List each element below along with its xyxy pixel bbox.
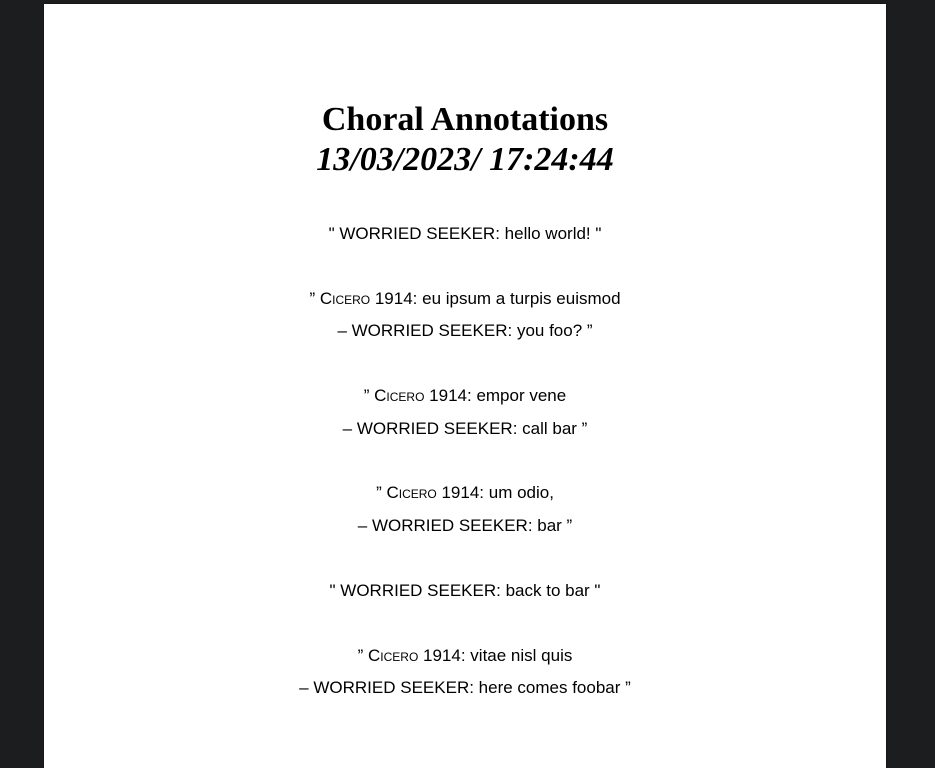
line-separator: : (527, 515, 538, 535)
speaker-name: WORRIED SEEKER (371, 515, 528, 535)
speaker-suffix: 1914 (436, 483, 480, 503)
line-text: hello world! " (504, 224, 602, 243)
annotation-line (44, 413, 886, 445)
line-separator: : (512, 418, 523, 438)
annotation-line (44, 380, 886, 412)
line-text: um odio, (488, 483, 554, 503)
line-separator: : (507, 321, 517, 341)
line-separator: : (479, 483, 489, 503)
speaker-suffix: 1914 (418, 645, 461, 665)
speaker-suffix: 1914 (424, 386, 467, 406)
speaker-name: Cicero (368, 645, 419, 665)
line-open-mark: – (299, 678, 314, 698)
line-text: eu ipsum a turpis euismod (422, 288, 621, 308)
line-text: here comes foobar ” (478, 678, 631, 698)
stanza (44, 575, 886, 607)
line-open-mark: " (328, 224, 340, 243)
line-open-mark: ” (363, 386, 375, 406)
line-open-mark: ” (309, 288, 320, 308)
line-text: call bar ” (522, 418, 588, 438)
line-separator: : (412, 288, 423, 308)
annotation-line (44, 283, 886, 315)
line-open-mark: – (357, 515, 372, 535)
stanza (44, 640, 886, 705)
document-page (44, 4, 886, 768)
stanza (44, 283, 886, 348)
annotation-line (44, 477, 886, 509)
annotation-line (44, 640, 886, 672)
stanza (44, 218, 886, 250)
document-title: Choral Annotations (321, 101, 609, 138)
speaker-name: Cicero (319, 288, 371, 308)
line-separator: : (469, 678, 479, 698)
document-date: 13/03/2023/ 17:24:44 (316, 141, 614, 178)
line-open-mark: ” (357, 645, 369, 665)
stanza (44, 380, 886, 445)
speaker-name: WORRIED SEEKER (339, 224, 496, 243)
speaker-name: WORRIED SEEKER (356, 418, 513, 438)
speaker-name: WORRIED SEEKER (313, 678, 470, 698)
annotation-line (44, 218, 886, 250)
line-open-mark: ” (376, 483, 387, 503)
speaker-name: Cicero (386, 483, 437, 503)
line-separator: : (496, 580, 506, 600)
line-text: vitae nisl quis (470, 645, 573, 665)
line-text: empor vene (476, 386, 567, 406)
line-text: back to bar " (505, 580, 601, 600)
line-text: bar ” (537, 515, 573, 535)
annotation-line (44, 672, 886, 704)
annotation-line (44, 575, 886, 607)
line-separator: : (460, 645, 471, 665)
stanza (44, 477, 886, 542)
line-open-mark: – (337, 321, 352, 341)
line-separator: : (495, 224, 505, 243)
title-block (44, 100, 886, 180)
line-text: you foo? ” (516, 321, 593, 341)
annotation-line (44, 315, 886, 347)
line-open-mark: " (329, 580, 341, 600)
annotation-line (44, 510, 886, 542)
line-separator: : (466, 386, 477, 406)
line-open-mark: – (342, 418, 357, 438)
speaker-name: WORRIED SEEKER (351, 321, 508, 341)
annotations (44, 218, 886, 737)
speaker-name: WORRIED SEEKER (340, 580, 497, 600)
speaker-name: Cicero (374, 386, 425, 406)
speaker-suffix: 1914 (370, 288, 413, 308)
